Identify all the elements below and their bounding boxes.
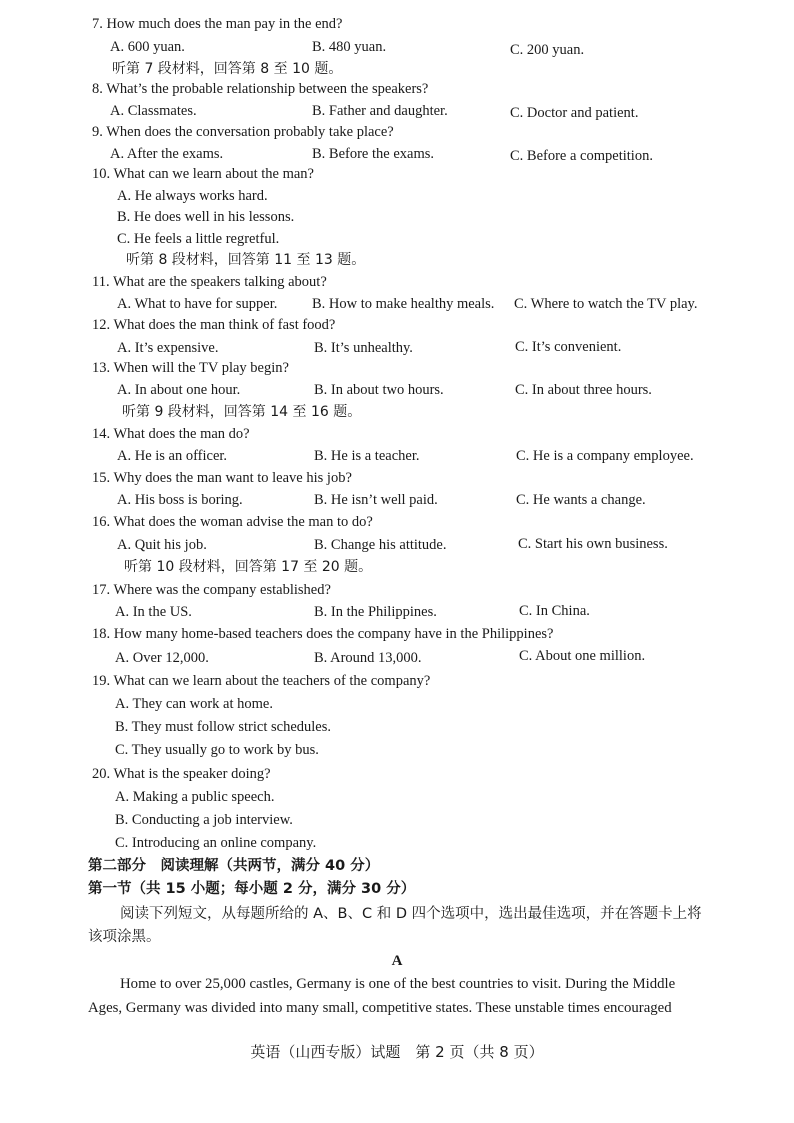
- q11-option-b: B. How to make healthy meals.: [312, 296, 495, 312]
- q12-option-a: A. It’s expensive.: [117, 340, 219, 356]
- question-7: 7. How much does the man pay in the end?: [92, 16, 343, 32]
- q18-option-c: C. About one million.: [519, 648, 646, 664]
- question-15: 15. Why does the man want to leave his job?: [92, 470, 352, 486]
- q10-option-c: C. He feels a little regretful.: [117, 231, 280, 247]
- q14-option-c: C. He is a company employee.: [516, 448, 694, 464]
- q11-option-c: C. Where to watch the TV play.: [514, 296, 698, 312]
- q11-option-a: A. What to have for supper.: [117, 296, 278, 312]
- reading-directions-line1: 阅读下列短文，从每题所给的 A、B、C 和 D 四个选项中，选出最佳选项，并在答题卡上将: [120, 906, 702, 922]
- q20-option-c: C. Introducing an online company.: [115, 835, 317, 851]
- q7-option-c: C. 200 yuan.: [510, 42, 585, 58]
- question-13: 13. When will the TV play begin?: [92, 360, 289, 376]
- question-11: 11. What are the speakers talking about?: [92, 274, 327, 290]
- q19-option-b: B. They must follow strict schedules.: [115, 719, 331, 735]
- passage-line1: Home to over 25,000 castles, Germany is one of the best countries to visit. During the Middle: [120, 976, 676, 992]
- question-8: 8. What’s the probable relationship between the speakers?: [92, 81, 429, 97]
- q12-option-b: B. It’s unhealthy.: [314, 340, 413, 356]
- instruction-material-8: 听第 8 段材料，回答第 11 至 13 题。: [126, 252, 366, 268]
- section-one-title: 第一节（共 15 小题；每小题 2 分，满分 30 分）: [88, 881, 416, 897]
- instruction-material-7: 听第 7 段材料，回答第 8 至 10 题。: [112, 61, 343, 77]
- question-20: 20. What is the speaker doing?: [92, 766, 271, 782]
- q12-option-c: C. It’s convenient.: [515, 339, 622, 355]
- q7-option-a: A. 600 yuan.: [110, 39, 185, 55]
- question-18: 18. How many home-based teachers does the company have in the Philippines?: [92, 626, 554, 642]
- q9-option-a: A. After the exams.: [110, 146, 224, 162]
- question-14: 14. What does the man do?: [92, 426, 250, 442]
- q7-option-b: B. 480 yuan.: [312, 39, 387, 55]
- q10-option-b: B. He does well in his lessons.: [117, 209, 295, 225]
- q10-option-a: A. He always works hard.: [117, 188, 268, 204]
- q16-option-b: B. Change his attitude.: [314, 537, 447, 553]
- q20-option-b: B. Conducting a job interview.: [115, 812, 293, 828]
- q8-option-a: A. Classmates.: [110, 103, 197, 119]
- q14-option-b: B. He is a teacher.: [314, 448, 420, 464]
- q16-option-c: C. Start his own business.: [518, 536, 668, 552]
- q8-option-c: C. Doctor and patient.: [510, 105, 639, 121]
- q18-option-a: A. Over 12,000.: [115, 650, 209, 666]
- q13-option-c: C. In about three hours.: [515, 382, 652, 398]
- q17-option-c: C. In China.: [519, 603, 590, 619]
- q13-option-b: B. In about two hours.: [314, 382, 444, 398]
- reading-directions-line2: 该项涂黑。: [88, 929, 161, 945]
- q19-option-c: C. They usually go to work by bus.: [115, 742, 319, 758]
- q13-option-a: A. In about one hour.: [117, 382, 241, 398]
- q20-option-a: A. Making a public speech.: [115, 789, 275, 805]
- question-12: 12. What does the man think of fast food?: [92, 317, 336, 333]
- q17-option-b: B. In the Philippines.: [314, 604, 437, 620]
- instruction-material-10: 听第 10 段材料，回答第 17 至 20 题。: [124, 559, 373, 575]
- q9-option-c: C. Before a competition.: [510, 148, 653, 164]
- q8-option-b: B. Father and daughter.: [312, 103, 448, 119]
- q15-option-b: B. He isn’t well paid.: [314, 492, 438, 508]
- q15-option-a: A. His boss is boring.: [117, 492, 243, 508]
- question-17: 17. Where was the company established?: [92, 582, 331, 598]
- q9-option-b: B. Before the exams.: [312, 146, 435, 162]
- q14-option-a: A. He is an officer.: [117, 448, 228, 464]
- page-footer: 英语（山西专版）试题 第 2 页（共 8 页）: [250, 1043, 544, 1061]
- question-19: 19. What can we learn about the teachers of the company?: [92, 673, 431, 689]
- passage-line2: Ages, Germany was divided into many small, competitive states. These unstable times encouraged: [88, 1000, 672, 1016]
- q16-option-a: A. Quit his job.: [117, 537, 207, 553]
- q18-option-b: B. Around 13,000.: [314, 650, 422, 666]
- question-9: 9. When does the conversation probably take place?: [92, 124, 394, 140]
- passage-label: A: [391, 953, 403, 969]
- part-two-title: 第二部分 阅读理解（共两节，满分 40 分）: [88, 858, 380, 874]
- instruction-material-9: 听第 9 段材料，回答第 14 至 16 题。: [122, 404, 362, 420]
- question-16: 16. What does the woman advise the man to do?: [92, 514, 373, 530]
- question-10: 10. What can we learn about the man?: [92, 166, 314, 182]
- q19-option-a: A. They can work at home.: [115, 696, 273, 712]
- q17-option-a: A. In the US.: [115, 604, 192, 620]
- q15-option-c: C. He wants a change.: [516, 492, 646, 508]
